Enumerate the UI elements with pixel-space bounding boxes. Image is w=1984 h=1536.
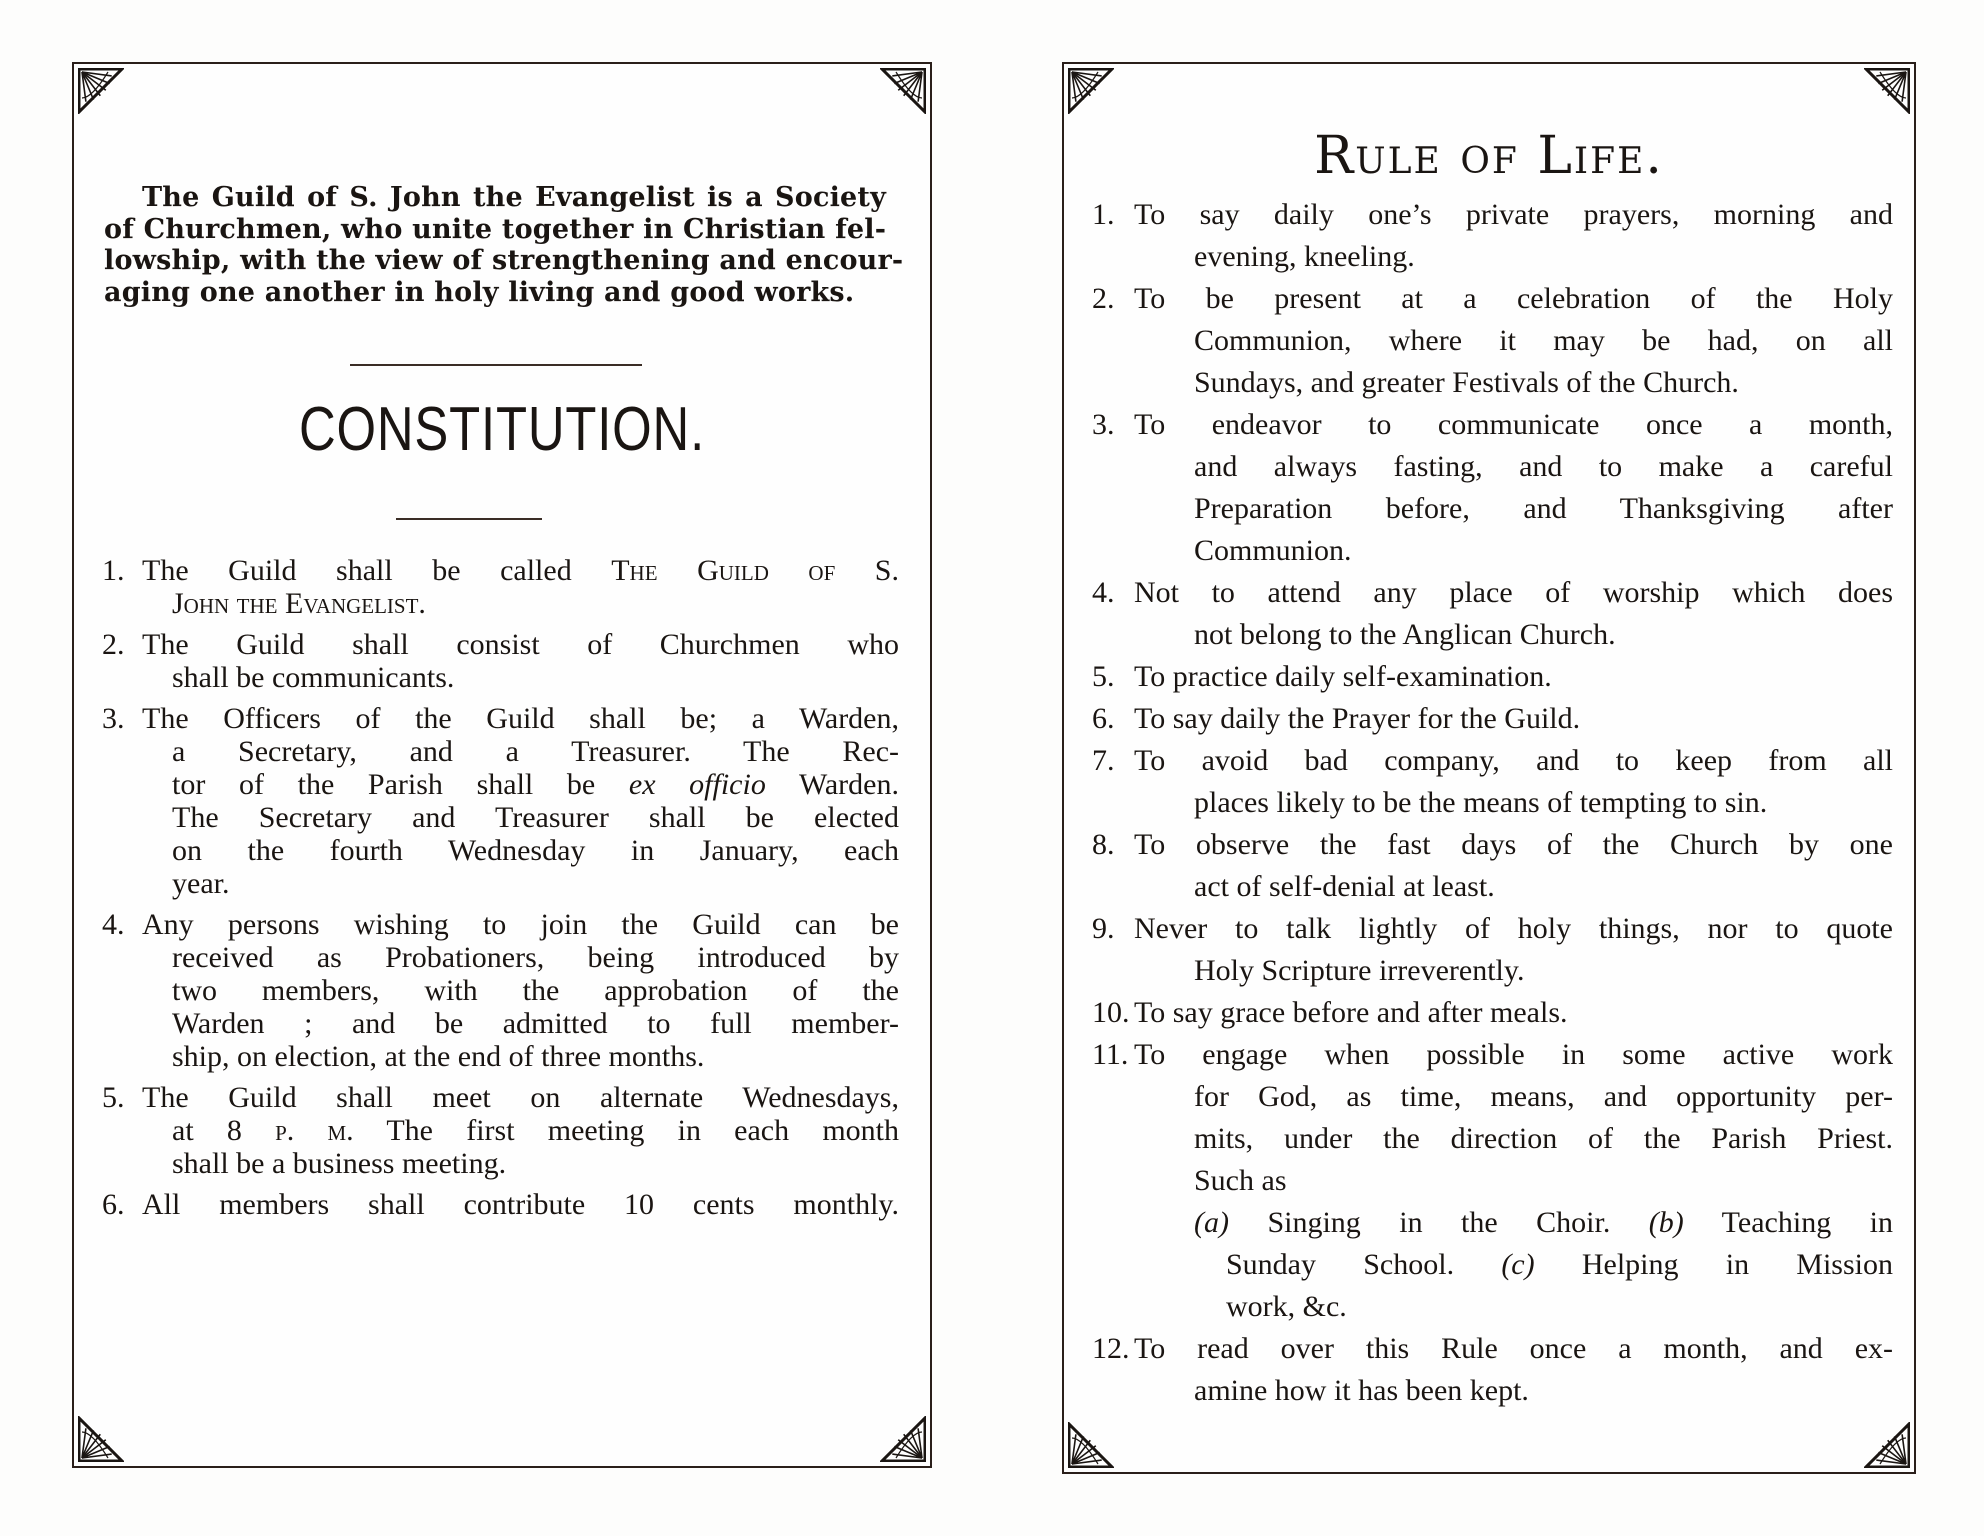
text-run: The Guild shall meet on alternate Wednesdays,: [142, 1081, 899, 1114]
text-run: and always fasting, and to make a careful: [1194, 450, 1893, 483]
item-number: 5.: [102, 1081, 125, 1114]
text-run: The Guild shall consist of Churchmen who: [142, 628, 899, 661]
text-run: ship, on election, at the end of three months.: [172, 1040, 705, 1073]
text-line: [172, 661, 899, 694]
item-number: 3.: [102, 702, 125, 735]
item-number: 8.: [1092, 828, 1115, 861]
text-run: mits, under the direction of the Parish Priest.: [1194, 1122, 1893, 1155]
corner-fan-icon: [1864, 68, 1910, 114]
corner-fan-icon: [1864, 1422, 1910, 1468]
text-line: [142, 628, 899, 661]
text-line: [1194, 1076, 1893, 1118]
rule-of-life-list: [1092, 194, 1893, 1412]
intro-line: of Churchmen, who unite together in Christian fel-: [104, 213, 887, 245]
intro-line: lowship, with the view of strengthening and encour-: [104, 245, 904, 276]
item-number: 5.: [1092, 660, 1115, 693]
text-run: To observe the fast days of the Church by one: [1134, 828, 1893, 861]
small-caps-run: The Guild of S.: [611, 554, 899, 587]
constitution-article: [102, 1081, 899, 1180]
corner-fan-icon: [880, 1416, 926, 1462]
text-line: [172, 801, 899, 834]
text-line: [1134, 404, 1893, 446]
text-line: [1226, 1286, 1893, 1328]
item-number: 4.: [102, 908, 125, 941]
text-run: All members shall contribute 10 cents monthly.: [142, 1188, 899, 1221]
rule-item: [1092, 992, 1893, 1034]
rule-item: [1092, 698, 1893, 740]
corner-fan-icon: [78, 1416, 124, 1462]
text-line: [1194, 1118, 1893, 1160]
item-number: 9.: [1092, 912, 1115, 945]
small-caps-run: p. m.: [275, 1114, 354, 1147]
text-line: [142, 1188, 899, 1221]
text-line: [1134, 698, 1893, 740]
rule-item: [1092, 278, 1893, 404]
text-line: [1226, 1244, 1893, 1286]
text-run: a Secretary, and a Treasurer. The Rec-: [172, 735, 899, 768]
constitution-page: [72, 62, 932, 1468]
text-run: Any persons wishing to join the Guild can be: [142, 908, 899, 941]
item-number: 1.: [102, 554, 125, 587]
text-line: [172, 1007, 899, 1040]
text-run: Sundays, and greater Festivals of the Church.: [1194, 366, 1739, 399]
text-line: [1134, 908, 1893, 950]
text-run: Singing in the Choir.: [1228, 1206, 1649, 1239]
item-number: 3.: [1092, 408, 1115, 441]
text-run: Helping in Mission: [1534, 1248, 1893, 1281]
text-line: [142, 702, 899, 735]
item-number: 7.: [1092, 744, 1115, 777]
text-line: [1134, 740, 1893, 782]
text-run: The first meeting in each month: [353, 1114, 899, 1147]
text-run: evening, kneeling.: [1194, 240, 1415, 273]
text-line: [172, 1114, 899, 1147]
text-run: for God, as time, means, and opportunity per-: [1194, 1080, 1893, 1113]
text-line: [1194, 446, 1893, 488]
text-line: [142, 908, 899, 941]
text-line: [1134, 194, 1893, 236]
text-line: [172, 735, 899, 768]
text-run: To say daily one’s private prayers, morning and: [1134, 198, 1893, 231]
constitution-article: [102, 554, 899, 620]
text-run: Preparation before, and Thanksgiving after: [1194, 492, 1893, 525]
rule-of-life-heading: Rule of Life.: [1314, 126, 1664, 186]
corner-fan-icon: [1068, 1422, 1114, 1468]
item-number: 11.: [1092, 1038, 1129, 1071]
text-run: Warden ; and be admitted to full member-: [172, 1007, 899, 1040]
text-line: [1194, 362, 1893, 404]
corner-fan-icon: [880, 68, 926, 114]
text-run: To practice daily self-examination.: [1134, 660, 1552, 693]
text-line: [1134, 278, 1893, 320]
text-run: To say grace before and after meals.: [1134, 996, 1568, 1029]
text-run: To endeavor to communicate once a month,: [1134, 408, 1893, 441]
text-line: [1134, 656, 1893, 698]
text-run: Such as: [1194, 1164, 1287, 1197]
text-line: [1194, 866, 1893, 908]
item-number: 2.: [102, 628, 125, 661]
item-number: 2.: [1092, 282, 1115, 315]
text-line: [1134, 572, 1893, 614]
constitution-article: [102, 1188, 899, 1221]
text-run: two members, with the approbation of the: [172, 974, 899, 1007]
italic-run: ex officio: [628, 768, 766, 801]
corner-fan-icon: [1068, 68, 1114, 114]
text-run: Teaching in: [1683, 1206, 1893, 1239]
text-line: [1194, 1160, 1893, 1202]
text-line: [1194, 236, 1893, 278]
text-line: [1194, 1202, 1893, 1244]
text-line: [1134, 824, 1893, 866]
text-run: To avoid bad company, and to keep from all: [1134, 744, 1893, 777]
item-number: 6.: [1092, 702, 1115, 735]
text-run: tor of the Parish shall be: [172, 768, 629, 801]
text-line: [1194, 320, 1893, 362]
text-run: Warden.: [765, 768, 899, 801]
rule-item: [1092, 740, 1893, 824]
text-line: [172, 587, 899, 620]
corner-fan-icon: [78, 68, 124, 114]
italic-run: (a): [1194, 1206, 1229, 1239]
intro-line: aging one another in holy living and good works.: [104, 276, 855, 308]
text-run: To be present at a celebration of the Holy: [1134, 282, 1893, 315]
rule-item: [1092, 572, 1893, 656]
item-number: 1.: [1092, 198, 1115, 231]
text-line: [142, 554, 899, 587]
text-run: The Secretary and Treasurer shall be elected: [172, 801, 899, 834]
item-number: 12.: [1092, 1332, 1130, 1365]
text-run: shall be a business meeting.: [172, 1147, 507, 1180]
text-run: Communion.: [1194, 534, 1352, 567]
text-run: work, &c.: [1226, 1290, 1347, 1323]
text-run: Sunday School.: [1226, 1248, 1502, 1281]
rule-item: [1092, 1328, 1893, 1412]
item-number: 6.: [102, 1188, 125, 1221]
rule-item: [1092, 824, 1893, 908]
text-run: Not to attend any place of worship which does: [1134, 576, 1893, 609]
divider-rule: [396, 518, 542, 520]
text-run: at 8: [172, 1114, 276, 1147]
text-run: To say daily the Prayer for the Guild.: [1134, 702, 1581, 735]
text-line: [172, 1040, 899, 1073]
intro-paragraph: [104, 182, 904, 308]
text-run: year.: [172, 867, 230, 900]
text-run: act of self-denial at least.: [1194, 870, 1495, 903]
constitution-article: [102, 908, 899, 1073]
text-run: Never to talk lightly of holy things, nor to quote: [1134, 912, 1893, 945]
text-line: [172, 867, 899, 900]
text-line: [172, 974, 899, 1007]
italic-run: (b): [1648, 1206, 1684, 1239]
constitution-article: [102, 628, 899, 694]
text-run: not belong to the Anglican Church.: [1194, 618, 1616, 651]
divider-rule: [350, 364, 642, 366]
text-line: [1194, 950, 1893, 992]
text-run: To read over this Rule once a month, and ex-: [1134, 1332, 1893, 1365]
intro-line: The Guild of S. John the Evangelist is a Society: [142, 182, 886, 213]
small-caps-run: John the Evangelist.: [172, 587, 426, 620]
constitution-articles: [102, 554, 899, 1229]
text-run: shall be communicants.: [172, 661, 455, 694]
item-number: 4.: [1092, 576, 1115, 609]
text-run: amine how it has been kept.: [1194, 1374, 1529, 1407]
text-run: The Guild shall be called: [142, 554, 612, 587]
text-line: [1194, 1370, 1893, 1412]
text-line: [172, 1147, 899, 1180]
text-line: [172, 768, 899, 801]
rule-item: [1092, 194, 1893, 278]
constitution-heading: CONSTITUTION.: [298, 395, 706, 464]
text-line: [1194, 782, 1893, 824]
item-number: 10.: [1092, 996, 1130, 1029]
text-run: on the fourth Wednesday in January, each: [172, 834, 899, 867]
rule-of-life-page: [1062, 62, 1916, 1474]
text-line: [172, 941, 899, 974]
rule-item: [1092, 908, 1893, 992]
rule-item: [1092, 656, 1893, 698]
italic-run: (c): [1501, 1248, 1535, 1281]
text-run: Holy Scripture irreverently.: [1194, 954, 1525, 987]
rule-item: [1092, 1034, 1893, 1328]
text-run: received as Probationers, being introduced by: [172, 941, 899, 974]
rule-item: [1092, 404, 1893, 572]
constitution-article: [102, 702, 899, 900]
text-line: [142, 1081, 899, 1114]
text-line: [1194, 530, 1893, 572]
text-line: [1134, 1328, 1893, 1370]
text-line: [1194, 614, 1893, 656]
text-run: The Officers of the Guild shall be; a Warden,: [142, 702, 899, 735]
text-line: [1134, 1034, 1893, 1076]
text-line: [172, 834, 899, 867]
text-run: Communion, where it may be had, on all: [1194, 324, 1893, 357]
text-run: To engage when possible in some active work: [1134, 1038, 1893, 1071]
text-line: [1194, 488, 1893, 530]
text-run: places likely to be the means of tempting to sin.: [1194, 786, 1768, 819]
text-line: [1134, 992, 1893, 1034]
